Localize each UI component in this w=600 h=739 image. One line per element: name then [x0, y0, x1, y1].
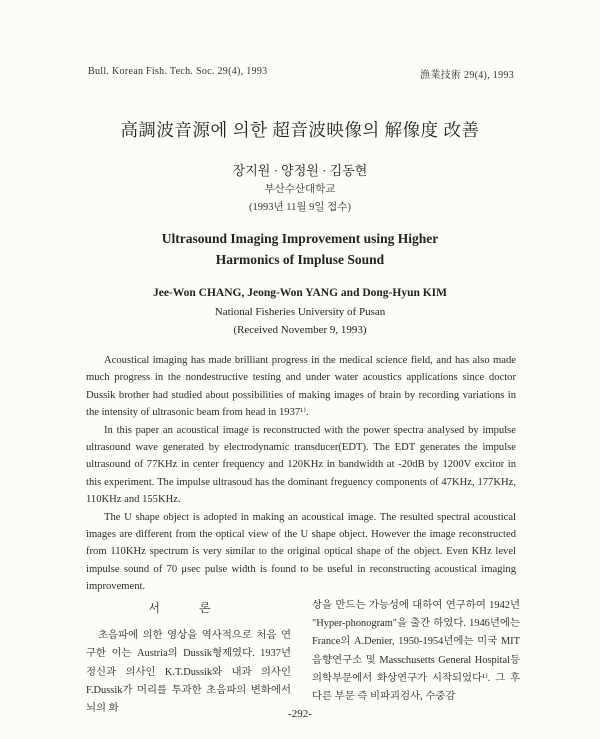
- running-head-left: Bull. Korean Fish. Tech. Soc. 29(4), 1993: [88, 66, 268, 77]
- abstract-paragraph-1: Acoustical imaging has made brilliant progress in the medical science field, and has also made much progress in the nondestructive testing and under water acoustics applications since doctor Dussik brother had studied about possibilities of making images of brain by recording variations in the intensity of ultrasonic beam from head in 1937¹⁾.: [86, 355, 516, 419]
- intro-left-column: [86, 597, 291, 718]
- page-number: -292-: [288, 708, 312, 720]
- intro-right-column: [312, 597, 520, 706]
- english-title-line-2: Harmonics of Impluse Sound: [215, 252, 385, 267]
- korean-title: 高調波音源에 의한 超音波映像의 解像度 改善: [120, 120, 480, 140]
- section-heading-introduction: 서 론: [148, 601, 229, 615]
- english-title: [0, 228, 600, 270]
- abstract: [86, 352, 516, 596]
- english-received-date: (Received November 9, 1993): [233, 324, 367, 336]
- abstract-paragraph-2: In this paper an acoustical image is reconstructed with the power spectra analysed by impulse ultrasound wave generated by electrodynamic transducer(EDT). The EDT generates the impulse ultrasound of 77KHz in center frequency and 120KHz in bandwidth at -20dB by 1200V excitor in this experiment. The impulse ultrasoud has the dominant freguency components of 47KHz, 177KHz, 110KHz and 155KHz.: [86, 424, 516, 506]
- running-head-right: 漁業技術 29(4), 1993: [420, 70, 514, 81]
- korean-received-date: (1993년 11월 9일 접수): [249, 202, 351, 213]
- intro-paragraph-left: 초음파에 의한 영상을 역사적으로 처음 연구한 이는 Austria의 Dussik형제였다. 1937년 정신과 의사인 K.T.Dussik와 내과 의사인 F.Dussik가 머리를 투과한 초음파의 변화에서 뇌의 화: [86, 630, 291, 715]
- intro-paragraph-right: 상을 만드는 가능성에 대하여 연구하여 1942년 "Hyper-phonogram"을 출간 하였다. 1946년에는 France의 A.Denier, 1950-1954년에는 미국 MIT음향연구소 및 Masschusetts General Hospital등 의학부문에서 화상연구가 시작되었다¹⁾. 그 후 다른 부문 즉 비파괴검사, 수중감: [312, 600, 520, 703]
- english-affiliation: National Fisheries University of Pusan: [214, 306, 386, 318]
- korean-affiliation: 부산수산대학교: [264, 184, 336, 195]
- english-authors: Jee-Won CHANG, Jeong-Won YANG and Dong-Hyun KIM: [152, 287, 448, 299]
- english-title-line-1: Ultrasound Imaging Improvement using Higher: [161, 231, 439, 246]
- korean-authors: 장지원 · 양정원 · 김동현: [232, 163, 368, 178]
- abstract-paragraph-3: The U shape object is adopted in making an acoustical image. The resulted spectral acoustical images are different from the optical view of the U shape object. However the image reconstructed from 110KHz spectrum is very similar to the original optical shape of the object. Even KHz level impulse sound of 70 μsec pulse width is found to be useful in reconstructing acoustical imaging improvement.: [86, 511, 516, 593]
